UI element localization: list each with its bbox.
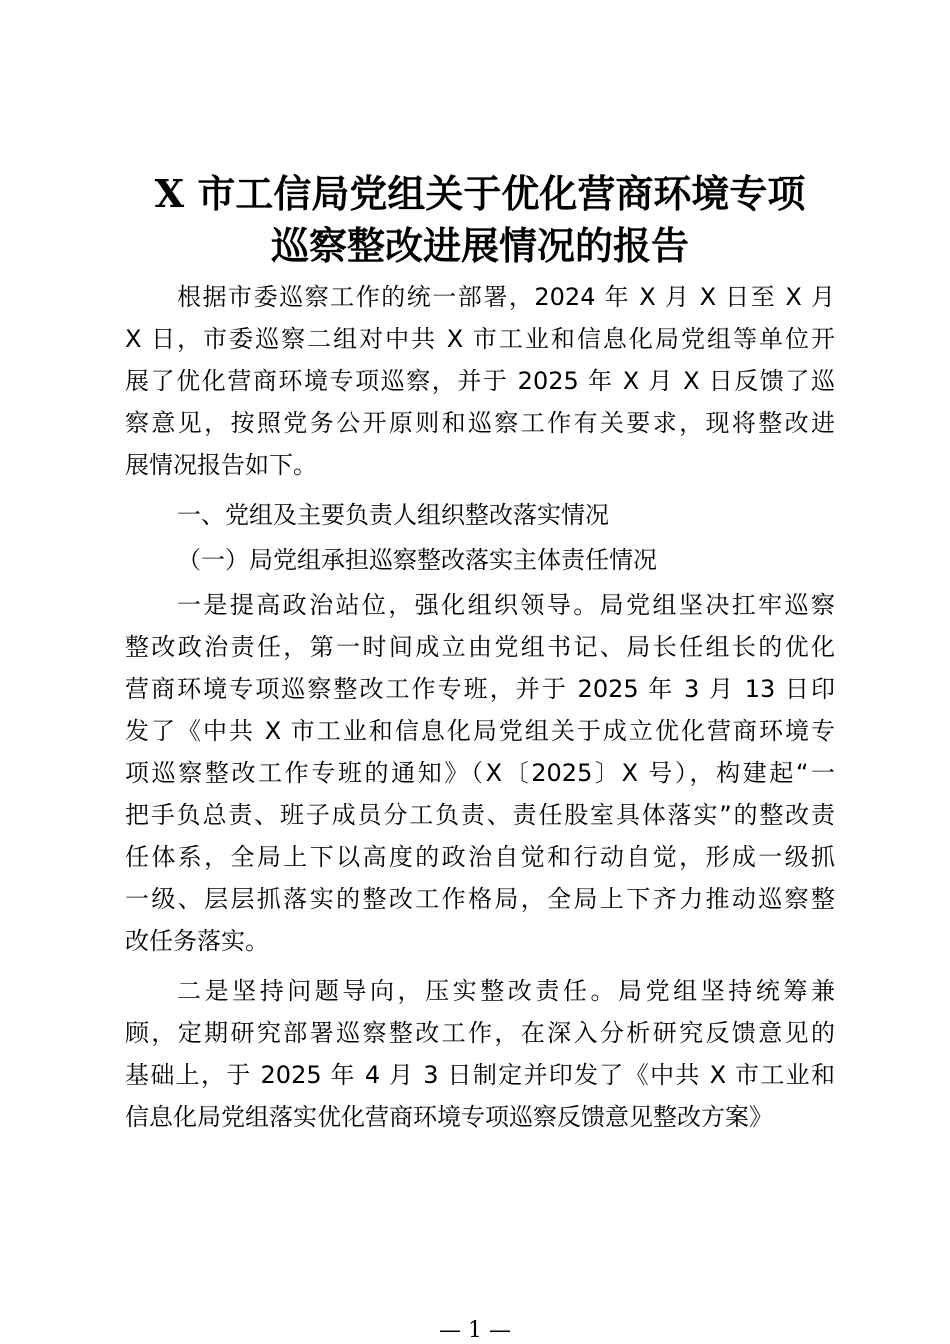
paragraph-line: 营商环境专项巡察整改工作专班，并于 2025 年 3 月 13 日印	[125, 675, 835, 703]
paragraph-line: 发了《中共 X 市工业和信息化局党组关于成立优化营商环境专	[125, 717, 835, 745]
paragraph-line: 一是提高政治站位，强化组织领导。局党组坚决扛牢巡察	[177, 591, 835, 619]
paragraph-line: 改任务落实。	[125, 927, 269, 955]
paragraph-line: 整改政治责任，第一时间成立由党组书记、局长任组长的优化	[125, 633, 835, 661]
page-number: — 1 —	[439, 1318, 511, 1343]
paragraph-line: 项巡察整改工作专班的通知》（X〔2025〕X 号），构建起“一	[125, 759, 835, 787]
paragraph-line: 把手负总责、班子成员分工负责、责任股室具体落实”的整改责	[125, 801, 835, 829]
paragraph-line: X 日，市委巡察二组对中共 X 市工业和信息化局党组等单位开	[125, 325, 835, 353]
paragraph-line: 基础上，于 2025 年 4 月 3 日制定并印发了《中共 X 市工业和	[125, 1061, 835, 1089]
paragraph-line: 顾，定期研究部署巡察整改工作，在深入分析研究反馈意见的	[125, 1019, 835, 1047]
paragraph-second-point	[125, 970, 835, 1138]
paragraph-first-point	[125, 584, 835, 962]
paragraph-line: 信息化局党组落实优化营商环境专项巡察反馈意见整改方案》	[125, 1103, 773, 1131]
heading-line: （一）局党组承担巡察整改落实主体责任情况	[177, 546, 657, 574]
paragraph-line: 任体系，全局上下以高度的政治自觉和行动自觉，形成一级抓	[125, 843, 835, 871]
paragraph-line: 二是坚持问题导向，压实整改责任。局党组坚持统筹兼	[177, 977, 835, 1005]
paragraph-intro	[125, 276, 835, 486]
paragraph-line: 察意见，按照党务公开原则和巡察工作有关要求，现将整改进	[125, 409, 835, 437]
paragraph-line: 展了优化营商环境专项巡察，并于 2025 年 X 月 X 日反馈了巡	[125, 367, 835, 395]
document-title-line-2: 巡察整改进展情况的报告	[270, 223, 689, 268]
paragraph-line: 展情况报告如下。	[125, 451, 317, 479]
subsection-heading-1	[125, 539, 835, 581]
section-heading-1	[125, 494, 835, 536]
document-body	[125, 276, 835, 1138]
heading-line: 一、党组及主要负责人组织整改落实情况	[177, 501, 609, 529]
paragraph-line: 一级、层层抓落实的整改工作格局，全局上下齐力推动巡察整	[125, 885, 835, 913]
document-title-line-1: X 市工信局党组关于优化营商环境专项	[154, 171, 806, 216]
paragraph-line: 根据市委巡察工作的统一部署，2024 年 X 月 X 日至 X 月	[177, 283, 835, 311]
